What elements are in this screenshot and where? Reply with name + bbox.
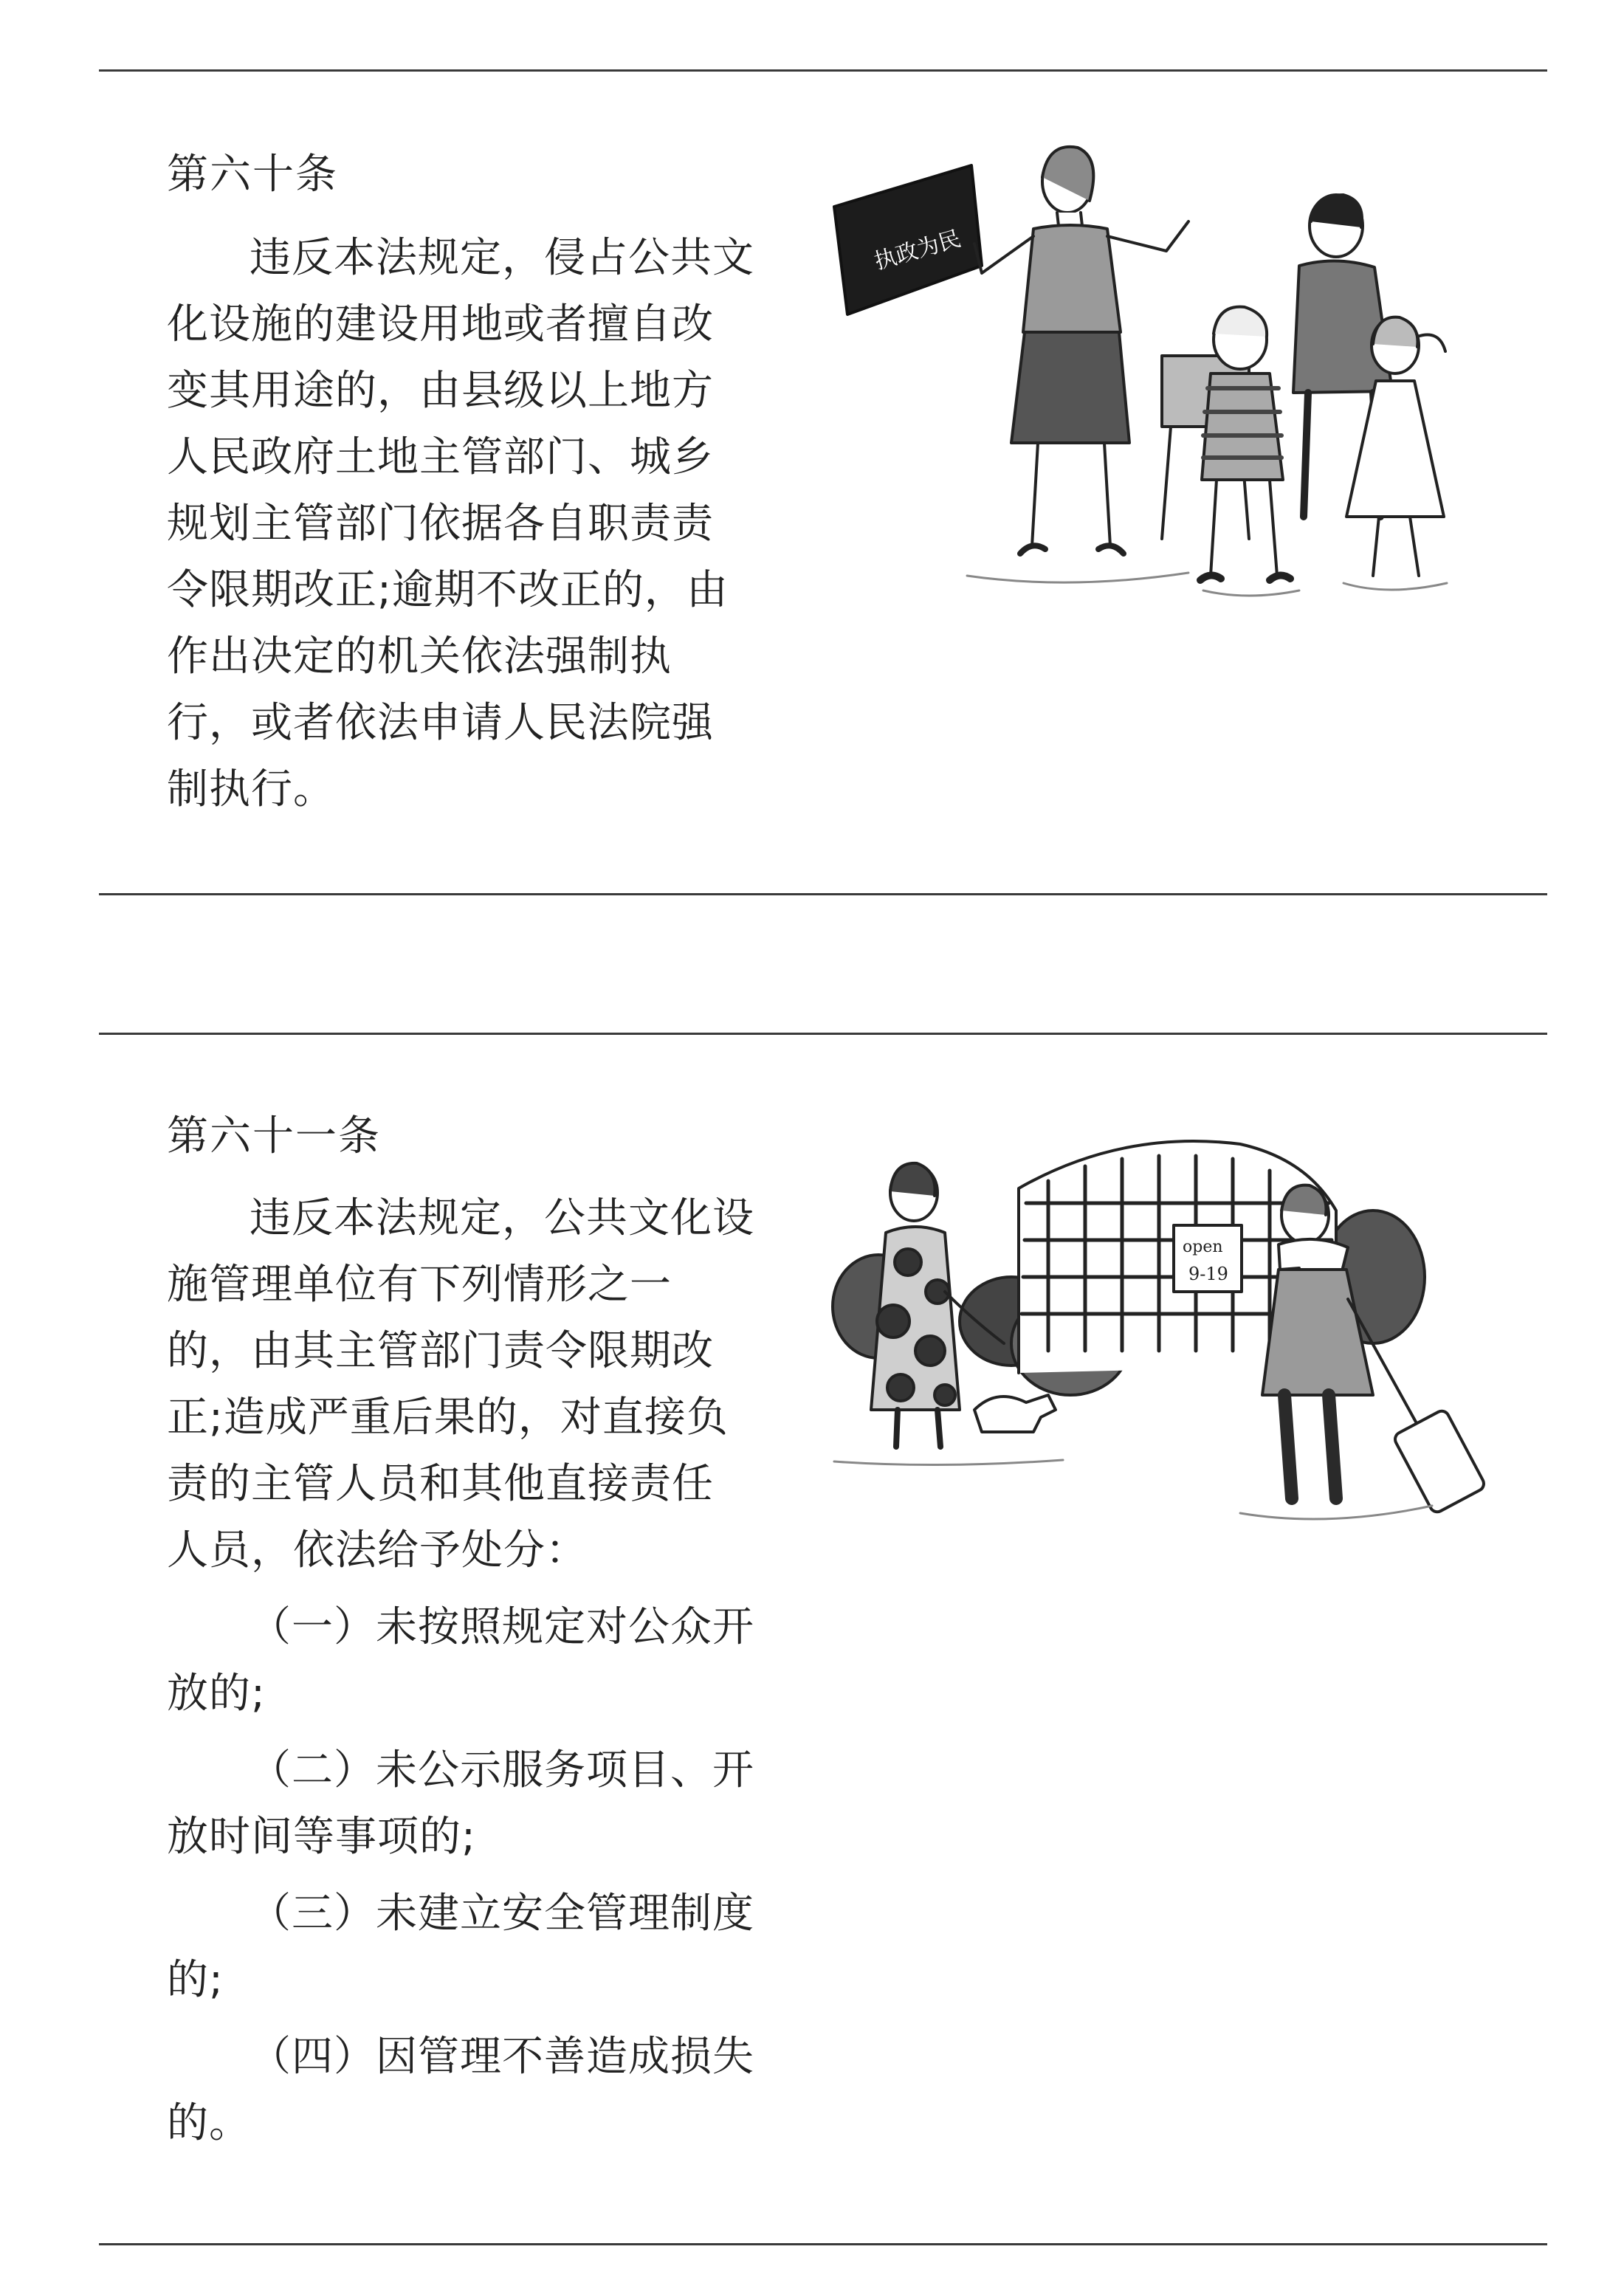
article-60-line-8: 行，或者依法申请人民法院强 xyxy=(167,699,714,747)
article-60-line-1: 违反本法规定，侵占公共文 xyxy=(250,234,754,282)
article-61-line-5: 责的主管人员和其他直接责任 xyxy=(167,1460,714,1508)
article-61-item-2-line-1: （二）未公示服务项目、开 xyxy=(250,1746,754,1794)
article-61-line-4: 正;造成严重后果的，对直接负 xyxy=(167,1394,729,1442)
article-60-line-7: 作出决定的机关依法强制执 xyxy=(167,633,672,681)
article-60-line-4: 人民政府土地主管部门、城乡 xyxy=(167,433,714,481)
article-61-item-3-line-2: 的; xyxy=(167,1956,224,2004)
divider-section-2-top xyxy=(99,1033,1547,1035)
article-61-line-2: 施管理单位有下列情形之一 xyxy=(167,1261,672,1309)
article-61-heading: 第六十一条 xyxy=(167,1112,381,1160)
teacher-shirt xyxy=(1023,225,1121,332)
blackboard-text: 执政为民 xyxy=(871,225,964,275)
girl-dress xyxy=(1346,381,1444,517)
suitcase xyxy=(1393,1408,1487,1515)
article-61-line-3: 的，由其主管部门责令限期改 xyxy=(167,1327,714,1375)
sign-text-hours: 9-19 xyxy=(1188,1264,1228,1284)
article-61-item-4-line-1: （四）因管理不善造成损失 xyxy=(250,2033,754,2081)
teacher-skirt xyxy=(1011,332,1129,443)
article-60-heading: 第六十条 xyxy=(167,151,338,199)
divider-bottom xyxy=(99,2243,1547,2245)
sign-text-open: open xyxy=(1183,1238,1223,1256)
article-60-line-5: 规划主管部门依据各自职责责 xyxy=(167,500,714,548)
article-60-line-9: 制执行。 xyxy=(167,765,335,813)
article-61-item-4-line-2: 的。 xyxy=(167,2099,251,2147)
article-60-body xyxy=(167,225,816,823)
article-60-line-2: 化设施的建设用地或者擅自改 xyxy=(167,300,714,348)
article-61-line-1: 违反本法规定，公共文化设 xyxy=(250,1194,754,1242)
article-60-line-3: 变其用途的，由县级以上地方 xyxy=(167,367,714,415)
divider-section-1-bottom xyxy=(99,893,1547,895)
divider-top xyxy=(99,69,1547,72)
article-61-body xyxy=(167,1185,816,2157)
article-61-item-1-line-1: （一）未按照规定对公众开 xyxy=(250,1603,754,1651)
article-60-line-6: 令限期改正;逾期不改正的，由 xyxy=(167,566,729,614)
article-61-item-1-line-2: 放的; xyxy=(167,1670,266,1718)
library-entrance-with-visitors-illustration xyxy=(827,1100,1491,1572)
dog xyxy=(974,1395,1056,1432)
article-61-item-3-line-1: （三）未建立安全管理制度 xyxy=(250,1890,754,1938)
article-61-line-6: 人员，依法给予处分： xyxy=(167,1526,588,1574)
teacher-with-blackboard-and-children-illustration xyxy=(827,133,1491,620)
article-61-item-2-line-2: 放时间等事项的; xyxy=(167,1813,476,1861)
